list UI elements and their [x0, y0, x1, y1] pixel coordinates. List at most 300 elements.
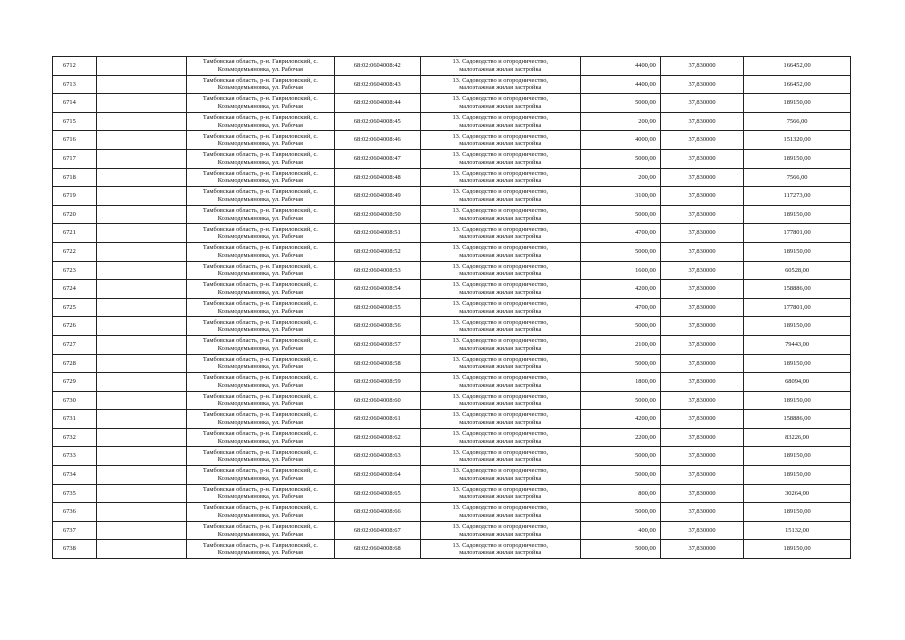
- cadastral-value-cell: [744, 280, 851, 299]
- land-use-line-1: 13. Садоводство и огородничество,: [452, 169, 549, 177]
- land-use-line-1: 13. Садоводство и огородничество,: [452, 281, 549, 289]
- address-line-1: Тамбовская область, р-н. Гавриловский, с.: [202, 337, 318, 345]
- row-number-cell: [53, 57, 97, 76]
- address-cell: [187, 447, 334, 466]
- land-use-cell: [420, 57, 580, 76]
- empty-cell: [96, 317, 186, 336]
- table-body: [53, 57, 851, 559]
- land-use-line-1: 13. Садоводство и огородничество,: [452, 467, 549, 475]
- table-row: [53, 466, 851, 485]
- rate-value: 37,830000: [688, 154, 716, 162]
- land-use-line-1: 13. Садоводство и огородничество,: [452, 188, 549, 196]
- land-use-line-2: малоэтажная жилая застройка: [459, 381, 542, 389]
- cadastral-number-cell: [334, 540, 420, 559]
- land-use-cell: [420, 540, 580, 559]
- area-cell: [580, 187, 660, 206]
- area-value: 4000,00: [635, 136, 656, 144]
- cadastral-value: 79443,00: [785, 340, 810, 348]
- cadastral-value: 60528,00: [785, 266, 810, 274]
- cadastral-value: 189150,00: [783, 154, 811, 162]
- land-use-line-2: малоэтажная жилая застройка: [459, 288, 542, 296]
- address-cell: [187, 298, 334, 317]
- land-use-line-1: 13. Садоводство и огородничество,: [452, 411, 549, 419]
- row-number-cell: [53, 205, 97, 224]
- address-line-1: Тамбовская область, р-н. Гавриловский, с.: [202, 225, 318, 233]
- cadastral-number: 68:02:0604008:58: [353, 359, 401, 367]
- address-line-2: Козьмодемьяновка, ул. Рабочая: [217, 158, 303, 166]
- table-row: [53, 317, 851, 336]
- row-number-cell: [53, 298, 97, 317]
- address-line-1: Тамбовская область, р-н. Гавриловский, с.: [202, 206, 318, 214]
- land-use-line-1: 13. Садоводство и огородничество,: [452, 262, 549, 270]
- table-row: [53, 242, 851, 261]
- table-row: [53, 112, 851, 131]
- row-number: 6716: [63, 136, 76, 144]
- rate-value: 37,830000: [688, 173, 716, 181]
- row-number: 6737: [63, 526, 76, 534]
- empty-cell: [96, 354, 186, 373]
- cadastral-number: 68:02:0604008:53: [353, 266, 401, 274]
- row-number: 6722: [63, 247, 76, 255]
- land-use-cell: [420, 75, 580, 94]
- rate-value: 37,830000: [688, 452, 716, 460]
- address-line-2: Козьмодемьяновка, ул. Рабочая: [217, 195, 303, 203]
- rate-cell: [660, 335, 743, 354]
- rate-value: 37,830000: [688, 285, 716, 293]
- row-number: 6714: [63, 99, 76, 107]
- area-value: 5000,00: [635, 154, 656, 162]
- land-use-line-2: малоэтажная жилая застройка: [459, 65, 542, 73]
- cadastral-number-cell: [334, 205, 420, 224]
- area-value: 800,00: [638, 489, 656, 497]
- land-use-cell: [420, 447, 580, 466]
- area-cell: [580, 205, 660, 224]
- rate-cell: [660, 317, 743, 336]
- address-line-1: Тамбовская область, р-н. Гавриловский, с.: [202, 504, 318, 512]
- land-use-cell: [420, 484, 580, 503]
- area-cell: [580, 75, 660, 94]
- rate-cell: [660, 484, 743, 503]
- empty-cell: [96, 187, 186, 206]
- empty-cell: [96, 540, 186, 559]
- cadastral-number-cell: [334, 224, 420, 243]
- row-number-cell: [53, 391, 97, 410]
- cadastral-number-cell: [334, 503, 420, 522]
- cadastral-number: 68:02:0604008:68: [353, 545, 401, 553]
- address-line-2: Козьмодемьяновка, ул. Рабочая: [217, 121, 303, 129]
- row-number: 6724: [63, 285, 76, 293]
- rate-value: 37,830000: [688, 340, 716, 348]
- row-number-cell: [53, 112, 97, 131]
- rate-cell: [660, 57, 743, 76]
- address-cell: [187, 391, 334, 410]
- rate-value: 37,830000: [688, 117, 716, 125]
- cadastral-value-cell: [744, 503, 851, 522]
- empty-cell: [96, 280, 186, 299]
- address-line-1: Тамбовская область, р-н. Гавриловский, с.: [202, 244, 318, 252]
- address-line-1: Тамбовская область, р-н. Гавриловский, с.: [202, 95, 318, 103]
- table-row: [53, 335, 851, 354]
- cadastral-number: 68:02:0604008:44: [353, 99, 401, 107]
- land-use-cell: [420, 466, 580, 485]
- empty-cell: [96, 447, 186, 466]
- cadastral-value: 177801,00: [783, 303, 811, 311]
- area-cell: [580, 428, 660, 447]
- rate-value: 37,830000: [688, 433, 716, 441]
- table-row: [53, 447, 851, 466]
- cadastral-value-cell: [744, 242, 851, 261]
- table-row: [53, 280, 851, 299]
- land-use-cell: [420, 503, 580, 522]
- table-row: [53, 261, 851, 280]
- address-line-2: Козьмодемьяновка, ул. Рабочая: [217, 251, 303, 259]
- address-line-1: Тамбовская область, р-н. Гавриловский, с.: [202, 281, 318, 289]
- area-cell: [580, 373, 660, 392]
- table-row: [53, 484, 851, 503]
- land-use-line-1: 13. Садоводство и огородничество,: [452, 76, 549, 84]
- cadastral-value-cell: [744, 391, 851, 410]
- row-number-cell: [53, 224, 97, 243]
- rate-cell: [660, 354, 743, 373]
- cadastral-value-cell: [744, 112, 851, 131]
- rate-cell: [660, 298, 743, 317]
- area-cell: [580, 280, 660, 299]
- rate-cell: [660, 75, 743, 94]
- rate-value: 37,830000: [688, 322, 716, 330]
- land-plots-table: [52, 56, 851, 559]
- land-use-line-1: 13. Садоводство и огородничество,: [452, 374, 549, 382]
- address-line-2: Козьмодемьяновка, ул. Рабочая: [217, 326, 303, 334]
- rate-cell: [660, 242, 743, 261]
- cadastral-value: 7566,00: [786, 117, 808, 125]
- land-use-line-2: малоэтажная жилая застройка: [459, 437, 542, 445]
- area-cell: [580, 112, 660, 131]
- cadastral-value: 189150,00: [783, 99, 811, 107]
- rate-cell: [660, 94, 743, 113]
- rate-cell: [660, 503, 743, 522]
- table-row: [53, 94, 851, 113]
- row-number-cell: [53, 131, 97, 150]
- land-use-line-2: малоэтажная жилая застройка: [459, 195, 542, 203]
- cadastral-number-cell: [334, 112, 420, 131]
- area-value: 2200,00: [635, 433, 656, 441]
- address-line-2: Козьмодемьяновка, ул. Рабочая: [217, 84, 303, 92]
- land-use-line-1: 13. Садоводство и огородничество,: [452, 299, 549, 307]
- address-line-1: Тамбовская область, р-н. Гавриловский, с.: [202, 76, 318, 84]
- address-cell: [187, 75, 334, 94]
- table-row: [53, 168, 851, 187]
- land-use-line-1: 13. Садоводство и огородничество,: [452, 504, 549, 512]
- area-value: 5000,00: [635, 508, 656, 516]
- address-line-2: Козьмодемьяновка, ул. Рабочая: [217, 493, 303, 501]
- address-cell: [187, 484, 334, 503]
- land-use-line-2: малоэтажная жилая застройка: [459, 474, 542, 482]
- row-number-cell: [53, 280, 97, 299]
- cadastral-value-cell: [744, 317, 851, 336]
- land-use-line-2: малоэтажная жилая застройка: [459, 326, 542, 334]
- empty-cell: [96, 242, 186, 261]
- land-use-line-2: малоэтажная жилая застройка: [459, 400, 542, 408]
- cadastral-number-cell: [334, 373, 420, 392]
- cadastral-value-cell: [744, 261, 851, 280]
- address-line-2: Козьмодемьяновка, ул. Рабочая: [217, 474, 303, 482]
- cadastral-value-cell: [744, 335, 851, 354]
- land-use-cell: [420, 521, 580, 540]
- cadastral-number-cell: [334, 149, 420, 168]
- cadastral-value: 166452,00: [783, 62, 811, 69]
- area-value: 2100,00: [635, 340, 656, 348]
- rate-value: 37,830000: [688, 489, 716, 497]
- cadastral-value: 30264,00: [785, 489, 810, 497]
- rate-cell: [660, 149, 743, 168]
- address-line-1: Тамбовская область, р-н. Гавриловский, с.: [202, 430, 318, 438]
- area-cell: [580, 484, 660, 503]
- address-line-1: Тамбовская область, р-н. Гавриловский, с.: [202, 541, 318, 549]
- area-value: 4200,00: [635, 415, 656, 423]
- area-value: 200,00: [638, 173, 656, 181]
- cadastral-number: 68:02:0604008:63: [353, 452, 401, 460]
- rate-cell: [660, 391, 743, 410]
- row-number: 6725: [63, 303, 76, 311]
- address-cell: [187, 428, 334, 447]
- land-use-cell: [420, 280, 580, 299]
- empty-cell: [96, 335, 186, 354]
- cadastral-value-cell: [744, 168, 851, 187]
- area-value: 5000,00: [635, 210, 656, 218]
- rate-value: 37,830000: [688, 62, 716, 69]
- address-cell: [187, 410, 334, 429]
- address-cell: [187, 540, 334, 559]
- area-cell: [580, 447, 660, 466]
- address-line-1: Тамбовская область, р-н. Гавриловский, с.: [202, 132, 318, 140]
- area-cell: [580, 57, 660, 76]
- cadastral-value-cell: [744, 466, 851, 485]
- cadastral-value-cell: [744, 521, 851, 540]
- address-cell: [187, 521, 334, 540]
- area-value: 5000,00: [635, 99, 656, 107]
- area-cell: [580, 354, 660, 373]
- cadastral-value: 15132,00: [785, 526, 810, 534]
- cadastral-value: 151320,00: [783, 136, 811, 144]
- land-use-line-2: малоэтажная жилая застройка: [459, 512, 542, 520]
- land-use-line-1: 13. Садоводство и огородничество,: [452, 244, 549, 252]
- land-use-cell: [420, 373, 580, 392]
- address-line-2: Козьмодемьяновка, ул. Рабочая: [217, 233, 303, 241]
- cadastral-number-cell: [334, 484, 420, 503]
- table-row: [53, 354, 851, 373]
- cadastral-value: 189150,00: [783, 322, 811, 330]
- cadastral-value: 189150,00: [783, 210, 811, 218]
- address-cell: [187, 354, 334, 373]
- address-line-2: Козьмодемьяновка, ул. Рабочая: [217, 437, 303, 445]
- cadastral-number-cell: [334, 317, 420, 336]
- empty-cell: [96, 466, 186, 485]
- land-use-line-2: малоэтажная жилая застройка: [459, 84, 542, 92]
- land-use-line-1: 13. Садоводство и огородничество,: [452, 392, 549, 400]
- row-number: 6734: [63, 471, 76, 479]
- area-cell: [580, 298, 660, 317]
- table-row: [53, 391, 851, 410]
- address-line-2: Козьмодемьяновка, ул. Рабочая: [217, 102, 303, 110]
- row-number: 6712: [63, 62, 76, 69]
- land-use-line-2: малоэтажная жилая застройка: [459, 233, 542, 241]
- table-row: [53, 75, 851, 94]
- cadastral-value: 189150,00: [783, 452, 811, 460]
- address-line-2: Козьмодемьяновка, ул. Рабочая: [217, 65, 303, 73]
- row-number: 6732: [63, 433, 76, 441]
- table-row: [53, 373, 851, 392]
- cadastral-number: 68:02:0604008:46: [353, 136, 401, 144]
- area-value: 5000,00: [635, 396, 656, 404]
- area-value: 5000,00: [635, 247, 656, 255]
- area-value: 4400,00: [635, 80, 656, 88]
- address-cell: [187, 131, 334, 150]
- cadastral-value-cell: [744, 298, 851, 317]
- table-row: [53, 205, 851, 224]
- cadastral-number-cell: [334, 521, 420, 540]
- land-use-line-2: малоэтажная жилая застройка: [459, 344, 542, 352]
- cadastral-number-cell: [334, 428, 420, 447]
- address-line-1: Тамбовская область, р-н. Гавриловский, с.: [202, 355, 318, 363]
- land-use-line-2: малоэтажная жилая застройка: [459, 251, 542, 259]
- row-number-cell: [53, 149, 97, 168]
- cadastral-value-cell: [744, 57, 851, 76]
- address-line-2: Козьмодемьяновка, ул. Рабочая: [217, 381, 303, 389]
- row-number: 6719: [63, 192, 76, 200]
- empty-cell: [96, 391, 186, 410]
- area-value: 5000,00: [635, 471, 656, 479]
- cadastral-value: 158886,00: [783, 285, 811, 293]
- address-line-1: Тамбовская область, р-н. Гавриловский, с.: [202, 169, 318, 177]
- land-use-cell: [420, 410, 580, 429]
- row-number: 6736: [63, 508, 76, 516]
- row-number-cell: [53, 540, 97, 559]
- land-use-line-2: малоэтажная жилая застройка: [459, 307, 542, 315]
- area-cell: [580, 317, 660, 336]
- cadastral-value: 177801,00: [783, 229, 811, 237]
- address-cell: [187, 224, 334, 243]
- cadastral-value-cell: [744, 410, 851, 429]
- cadastral-number: 68:02:0604008:49: [353, 192, 401, 200]
- cadastral-number: 68:02:0604008:60: [353, 396, 401, 404]
- document-page: [52, 56, 851, 559]
- address-line-1: Тамбовская область, р-н. Гавриловский, с.: [202, 485, 318, 493]
- row-number: 6733: [63, 452, 76, 460]
- cadastral-value: 68094,00: [785, 378, 810, 386]
- empty-cell: [96, 94, 186, 113]
- cadastral-number-cell: [334, 94, 420, 113]
- land-use-line-2: малоэтажная жилая застройка: [459, 158, 542, 166]
- land-use-cell: [420, 131, 580, 150]
- cadastral-number: 68:02:0604008:48: [353, 173, 401, 181]
- area-value: 4200,00: [635, 285, 656, 293]
- rate-value: 37,830000: [688, 99, 716, 107]
- cadastral-number: 68:02:0604008:52: [353, 247, 401, 255]
- land-use-cell: [420, 298, 580, 317]
- rate-cell: [660, 112, 743, 131]
- area-cell: [580, 391, 660, 410]
- address-cell: [187, 503, 334, 522]
- cadastral-number: 68:02:0604008:43: [353, 80, 401, 88]
- empty-cell: [96, 521, 186, 540]
- table-row: [53, 187, 851, 206]
- address-line-1: Тамбовская область, р-н. Гавриловский, с.: [202, 448, 318, 456]
- rate-value: 37,830000: [688, 359, 716, 367]
- empty-cell: [96, 484, 186, 503]
- empty-cell: [96, 168, 186, 187]
- land-use-line-2: малоэтажная жилая застройка: [459, 270, 542, 278]
- empty-cell: [96, 428, 186, 447]
- row-number: 6720: [63, 210, 76, 218]
- address-line-1: Тамбовская область, р-н. Гавриловский, с.: [202, 262, 318, 270]
- row-number-cell: [53, 503, 97, 522]
- address-line-2: Козьмодемьяновка, ул. Рабочая: [217, 307, 303, 315]
- land-use-line-2: малоэтажная жилая застройка: [459, 549, 542, 557]
- rate-cell: [660, 224, 743, 243]
- cadastral-value-cell: [744, 373, 851, 392]
- row-number-cell: [53, 317, 97, 336]
- area-cell: [580, 261, 660, 280]
- cadastral-value-cell: [744, 75, 851, 94]
- area-cell: [580, 466, 660, 485]
- empty-cell: [96, 224, 186, 243]
- row-number: 6726: [63, 322, 76, 330]
- cadastral-number-cell: [334, 354, 420, 373]
- cadastral-value-cell: [744, 540, 851, 559]
- land-use-line-1: 13. Садоводство и огородничество,: [452, 113, 549, 121]
- empty-cell: [96, 112, 186, 131]
- area-value: 3100,00: [635, 192, 656, 200]
- cadastral-number: 68:02:0604008:67: [353, 526, 401, 534]
- address-cell: [187, 187, 334, 206]
- cadastral-number: 68:02:0604008:59: [353, 378, 401, 386]
- land-use-cell: [420, 149, 580, 168]
- cadastral-number-cell: [334, 261, 420, 280]
- cadastral-number: 68:02:0604008:65: [353, 489, 401, 497]
- table-row: [53, 410, 851, 429]
- address-line-1: Тамбовская область, р-н. Гавриловский, с.: [202, 411, 318, 419]
- row-number-cell: [53, 447, 97, 466]
- address-cell: [187, 149, 334, 168]
- cadastral-number: 68:02:0604008:42: [353, 62, 401, 69]
- area-value: 1800,00: [635, 378, 656, 386]
- row-number: 6717: [63, 154, 76, 162]
- cadastral-value: 189150,00: [783, 396, 811, 404]
- empty-cell: [96, 261, 186, 280]
- address-line-1: Тамбовская область, р-н. Гавриловский, с.: [202, 151, 318, 159]
- land-use-line-1: 13. Садоводство и огородничество,: [452, 337, 549, 345]
- land-use-line-2: малоэтажная жилая застройка: [459, 530, 542, 538]
- cadastral-number-cell: [334, 335, 420, 354]
- land-use-cell: [420, 187, 580, 206]
- area-value: 4400,00: [635, 62, 656, 69]
- rate-value: 37,830000: [688, 247, 716, 255]
- area-value: 1600,00: [635, 266, 656, 274]
- land-use-cell: [420, 391, 580, 410]
- cadastral-number: 68:02:0604008:66: [353, 508, 401, 516]
- address-line-1: Тамбовская область, р-н. Гавриловский, с.: [202, 299, 318, 307]
- table-row: [53, 131, 851, 150]
- address-line-1: Тамбовская область, р-н. Гавриловский, с.: [202, 318, 318, 326]
- rate-value: 37,830000: [688, 545, 716, 553]
- cadastral-value: 117273,00: [783, 192, 811, 200]
- cadastral-number-cell: [334, 280, 420, 299]
- address-cell: [187, 57, 334, 76]
- area-cell: [580, 149, 660, 168]
- area-cell: [580, 242, 660, 261]
- land-use-line-2: малоэтажная жилая застройка: [459, 121, 542, 129]
- cadastral-value: 189150,00: [783, 508, 811, 516]
